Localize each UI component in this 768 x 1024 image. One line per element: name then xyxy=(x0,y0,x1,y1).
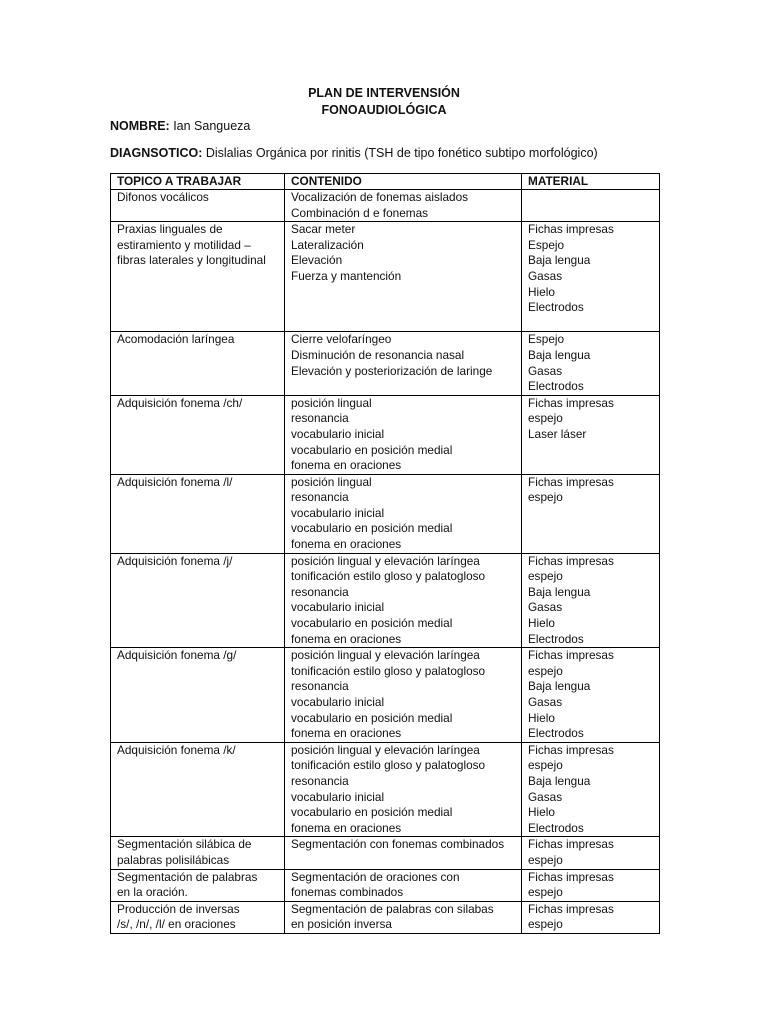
topic-line: Adquisición fonema /l/ xyxy=(117,474,233,489)
content-line: Segmentación de palabras con silabas xyxy=(291,901,494,916)
content-line: vocabulario inicial xyxy=(291,600,385,615)
empty-line xyxy=(117,695,278,711)
topic-cell xyxy=(111,837,285,869)
empty-line xyxy=(528,316,653,332)
content-line: fonema en oraciones xyxy=(291,537,402,552)
table-row xyxy=(111,222,660,332)
material-cell xyxy=(522,222,660,332)
empty-line xyxy=(117,458,278,474)
material-line: Baja lengua xyxy=(528,679,591,694)
material-cell xyxy=(522,837,660,869)
content-line: fonema en oraciones xyxy=(291,458,402,473)
material-line: espejo xyxy=(528,663,563,678)
material-cell xyxy=(522,395,660,474)
material-cell xyxy=(522,332,660,395)
content-line: posición lingual xyxy=(291,395,372,410)
material-line: espejo xyxy=(528,852,563,867)
material-line: Espejo xyxy=(528,332,565,347)
diagnosis-value: Dislalias Orgánica por rinitis (TSH de tipo fonético subtipo morfológico) xyxy=(205,146,598,160)
content-line: Sacar meter xyxy=(291,222,356,237)
material-line: Fichas impresas xyxy=(528,901,614,916)
content-line: resonancia xyxy=(291,773,349,788)
column-header-material: MATERIAL xyxy=(522,174,660,190)
empty-line xyxy=(117,537,278,553)
empty-line xyxy=(117,269,278,285)
diagnosis-label: DIAGNSOTICO: xyxy=(110,146,203,160)
content-cell xyxy=(285,869,522,901)
content-line: resonancia xyxy=(291,490,349,505)
material-line: Fichas impresas xyxy=(528,837,614,852)
material-line: espejo xyxy=(528,569,563,584)
material-line: Fichas impresas xyxy=(528,395,614,410)
content-line: vocabulario inicial xyxy=(291,789,385,804)
topic-cell xyxy=(111,742,285,837)
empty-line xyxy=(117,285,278,301)
material-line: Hielo xyxy=(528,805,555,820)
content-line: tonificación estilo gloso y palatogloso xyxy=(291,758,486,773)
topic-cell xyxy=(111,474,285,553)
content-cell xyxy=(285,901,522,933)
content-line: vocabulario inicial xyxy=(291,505,385,520)
content-line: tonificación estilo gloso y palatogloso xyxy=(291,663,486,678)
content-line: Disminución de resonancia nasal xyxy=(291,347,465,362)
material-cell xyxy=(522,742,660,837)
material-line: Hielo xyxy=(528,616,555,631)
content-line: resonancia xyxy=(291,584,349,599)
table-row xyxy=(111,553,660,648)
content-line: Segmentación de oraciones con xyxy=(291,869,460,884)
empty-line xyxy=(528,506,653,522)
empty-line xyxy=(291,300,515,316)
material-line: Hielo xyxy=(528,710,555,725)
content-cell xyxy=(285,222,522,332)
table-row xyxy=(111,901,660,933)
table-row xyxy=(111,742,660,837)
material-line: Fichas impresas xyxy=(528,553,614,568)
empty-line xyxy=(291,285,515,301)
content-cell xyxy=(285,837,522,869)
topic-line: Adquisición fonema /k/ xyxy=(117,742,236,757)
content-line: en posición inversa xyxy=(291,917,392,932)
empty-line xyxy=(528,190,653,206)
empty-line xyxy=(117,726,278,742)
topic-line: Segmentación de palabras xyxy=(117,869,258,884)
material-line: Fichas impresas xyxy=(528,474,614,489)
material-line: espejo xyxy=(528,758,563,773)
topic-cell xyxy=(111,190,285,222)
name-value: Ian Sangueza xyxy=(173,119,251,133)
empty-line xyxy=(117,805,278,821)
empty-line xyxy=(117,790,278,806)
topic-cell xyxy=(111,901,285,933)
topic-line: Producción de inversas xyxy=(117,901,240,916)
empty-line xyxy=(117,316,278,332)
table-row xyxy=(111,332,660,395)
empty-line xyxy=(117,364,278,380)
empty-line xyxy=(528,537,653,553)
material-line: Baja lengua xyxy=(528,584,591,599)
document-title-line1: PLAN DE INTERVENSIÓN xyxy=(308,86,460,100)
content-line: Elevación xyxy=(291,253,343,268)
material-line: Electrodos xyxy=(528,379,584,394)
topic-line: estiramiento y motilidad – xyxy=(117,237,251,252)
topic-line: Praxias linguales de xyxy=(117,222,223,237)
content-line: Fuerza y mantención xyxy=(291,268,402,283)
table-row xyxy=(111,395,660,474)
table-row xyxy=(111,837,660,869)
table-row xyxy=(111,474,660,553)
empty-line xyxy=(117,300,278,316)
content-line: fonema en oraciones xyxy=(291,631,402,646)
content-line: Combinación d e fonemas xyxy=(291,205,429,220)
column-header-topic: TOPICO A TRABAJAR xyxy=(111,174,285,190)
material-line: Fichas impresas xyxy=(528,222,614,237)
empty-line xyxy=(117,632,278,648)
topic-line: palabras polisilábicas xyxy=(117,852,230,867)
content-cell xyxy=(285,474,522,553)
content-line: fonema en oraciones xyxy=(291,726,402,741)
empty-line xyxy=(117,821,278,837)
material-line: Gasas xyxy=(528,695,563,709)
material-line: Gasas xyxy=(528,789,563,804)
material-line: Baja lengua xyxy=(528,773,591,788)
content-line: fonemas combinados xyxy=(291,885,404,900)
material-line: espejo xyxy=(528,885,563,900)
intervention-plan-table xyxy=(110,173,660,934)
empty-line xyxy=(291,853,515,869)
diagnosis-line xyxy=(110,146,598,160)
material-line: Electrodos xyxy=(528,300,584,315)
content-line: resonancia xyxy=(291,679,349,694)
material-line: Baja lengua xyxy=(528,253,591,268)
material-line: Fichas impresas xyxy=(528,742,614,757)
empty-line xyxy=(117,711,278,727)
material-line: espejo xyxy=(528,490,563,505)
content-line: vocabulario inicial xyxy=(291,695,385,709)
material-line: Electrodos xyxy=(528,820,584,835)
content-cell xyxy=(285,190,522,222)
material-line: espejo xyxy=(528,411,563,426)
empty-line xyxy=(528,521,653,537)
material-line: Espejo xyxy=(528,237,565,252)
empty-line xyxy=(117,679,278,695)
topic-cell xyxy=(111,869,285,901)
content-line: vocabulario en posición medial xyxy=(291,710,453,725)
material-line: Electrodos xyxy=(528,631,584,646)
empty-line xyxy=(117,206,278,222)
content-line: vocabulario en posición medial xyxy=(291,521,453,536)
topic-cell xyxy=(111,222,285,332)
table-header-row xyxy=(111,174,660,190)
empty-line xyxy=(291,316,515,332)
empty-line xyxy=(291,379,515,395)
empty-line xyxy=(117,521,278,537)
content-line: Elevación y posteriorización de laringe xyxy=(291,363,493,378)
topic-cell xyxy=(111,553,285,648)
material-line: Gasas xyxy=(528,363,563,378)
content-cell xyxy=(285,648,522,743)
material-line: Electrodos xyxy=(528,726,584,741)
content-line: Segmentación con fonemas combinados xyxy=(291,837,505,852)
content-line: posición lingual y elevación laríngea xyxy=(291,648,480,663)
material-cell xyxy=(522,648,660,743)
content-line: resonancia xyxy=(291,411,349,426)
content-cell xyxy=(285,742,522,837)
document-title-line2: FONOAUDIOLÓGICA xyxy=(321,103,447,117)
empty-line xyxy=(117,379,278,395)
empty-line xyxy=(117,506,278,522)
material-cell xyxy=(522,474,660,553)
content-line: posición lingual xyxy=(291,474,372,489)
material-line: Baja lengua xyxy=(528,347,591,362)
material-cell xyxy=(522,869,660,901)
empty-line xyxy=(117,490,278,506)
content-cell xyxy=(285,395,522,474)
content-line: Vocalización de fonemas aislados xyxy=(291,190,469,204)
empty-line xyxy=(117,664,278,680)
empty-line xyxy=(117,600,278,616)
material-cell xyxy=(522,190,660,222)
material-line: Laser láser xyxy=(528,426,587,441)
topic-line: Acomodación laríngea xyxy=(117,332,235,347)
topic-line: Adquisición fonema /j/ xyxy=(117,553,233,568)
content-line: posición lingual y elevación laríngea xyxy=(291,553,480,568)
table-row xyxy=(111,869,660,901)
empty-line xyxy=(117,411,278,427)
material-line: Gasas xyxy=(528,268,563,283)
name-label: NOMBRE: xyxy=(110,119,170,133)
table-row xyxy=(111,190,660,222)
column-header-content: CONTENIDO xyxy=(285,174,522,190)
patient-name-line xyxy=(110,119,250,133)
content-line: vocabulario inicial xyxy=(291,426,385,441)
material-line: Gasas xyxy=(528,600,563,615)
topic-cell xyxy=(111,395,285,474)
empty-line xyxy=(528,443,653,459)
topic-line: en la oración. xyxy=(117,885,188,900)
empty-line xyxy=(117,569,278,585)
empty-line xyxy=(528,458,653,474)
content-line: Lateralización xyxy=(291,237,364,252)
topic-cell xyxy=(111,648,285,743)
content-cell xyxy=(285,553,522,648)
material-cell xyxy=(522,553,660,648)
empty-line xyxy=(117,427,278,443)
empty-line xyxy=(117,774,278,790)
material-line: espejo xyxy=(528,917,563,932)
topic-line: /s/, /n/, /l/ en oraciones xyxy=(117,917,236,932)
topic-line: Adquisición fonema /ch/ xyxy=(117,395,243,410)
material-cell xyxy=(522,901,660,933)
topic-cell xyxy=(111,332,285,395)
topic-line: fibras laterales y longitudinal xyxy=(117,253,266,268)
empty-line xyxy=(117,348,278,364)
content-line: Cierre velofaríngeo xyxy=(291,332,392,347)
empty-line xyxy=(117,443,278,459)
material-line: Fichas impresas xyxy=(528,869,614,884)
empty-line xyxy=(117,585,278,601)
material-line: Hielo xyxy=(528,284,555,299)
empty-line xyxy=(117,758,278,774)
content-line: fonema en oraciones xyxy=(291,820,402,835)
content-line: vocabulario en posición medial xyxy=(291,805,453,820)
content-line: tonificación estilo gloso y palatogloso xyxy=(291,569,486,584)
table-row xyxy=(111,648,660,743)
topic-line: Adquisición fonema /g/ xyxy=(117,648,237,663)
content-cell xyxy=(285,332,522,395)
empty-line xyxy=(117,616,278,632)
material-line: Fichas impresas xyxy=(528,648,614,663)
content-line: posición lingual y elevación laríngea xyxy=(291,742,480,757)
topic-line: Segmentación silábica de xyxy=(117,837,252,852)
content-line: vocabulario en posición medial xyxy=(291,442,453,457)
topic-line: Difonos vocálicos xyxy=(117,190,209,204)
empty-line xyxy=(528,206,653,222)
table-body xyxy=(111,190,660,934)
content-line: vocabulario en posición medial xyxy=(291,616,453,631)
